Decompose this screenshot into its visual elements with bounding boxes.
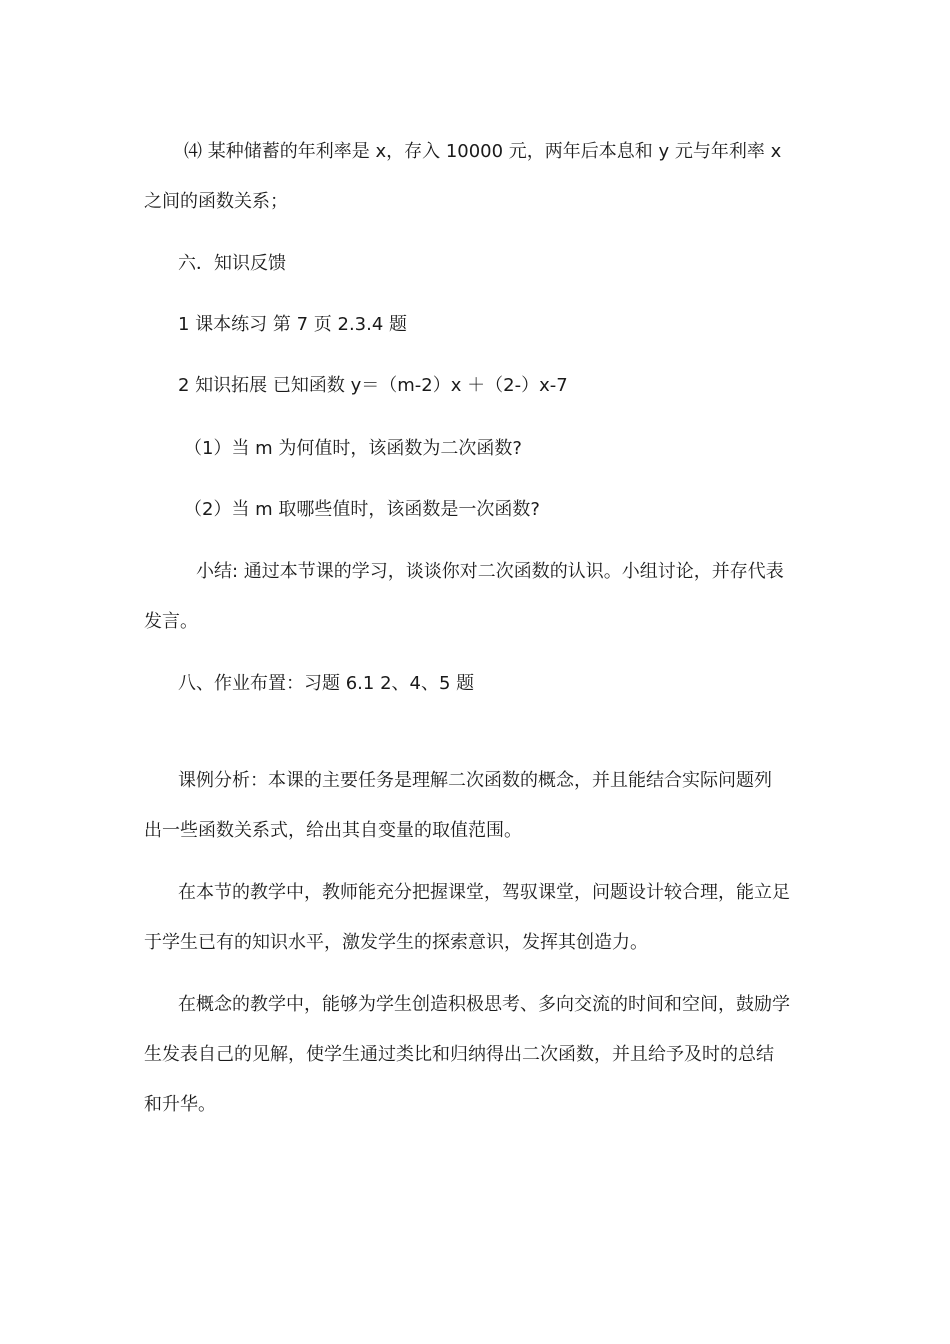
text-line: （2）当 m 取哪些值时，该函数是一次函数? xyxy=(184,499,540,520)
text-line: 发言。 xyxy=(144,611,198,632)
text-line: 课例分析：本课的主要任务是理解二次函数的概念，并且能结合实际问题列 xyxy=(178,770,772,791)
text-line: 于学生已有的知识水平，激发学生的探索意识，发挥其创造力。 xyxy=(144,932,648,953)
text-line: 在概念的教学中，能够为学生创造积极思考、多向交流的时间和空间，鼓励学 xyxy=(178,994,790,1015)
text-line: 和升华。 xyxy=(144,1094,216,1115)
text-line: 2 知识拓展 已知函数 y＝（m-2）x ＋（2-）x-7 xyxy=(178,375,568,396)
text-line: 之间的函数关系； xyxy=(144,191,288,212)
section-heading: 六．知识反馈 xyxy=(178,253,286,274)
section-heading: 八、作业布置：习题 6.1 2、4、5 题 xyxy=(178,673,475,694)
text-line: 生发表自己的见解，使学生通过类比和归纳得出二次函数，并且给予及时的总结 xyxy=(144,1044,774,1065)
text-line: ⑷ 某种储蓄的年利率是 x，存入 10000 元，两年后本息和 y 元与年利率 x xyxy=(184,141,782,162)
text-line: 出一些函数关系式，给出其自变量的取值范围。 xyxy=(144,820,522,841)
text-line: 小结: 通过本节课的学习，谈谈你对二次函数的认识。小组讨论，并存代表 xyxy=(196,561,784,582)
text-line: 在本节的教学中，教师能充分把握课堂，驾驭课堂，问题设计较合理，能立足 xyxy=(178,882,790,903)
text-line: （1）当 m 为何值时，该函数为二次函数? xyxy=(184,438,522,459)
text-line: 1 课本练习 第 7 页 2.3.4 题 xyxy=(178,314,408,335)
